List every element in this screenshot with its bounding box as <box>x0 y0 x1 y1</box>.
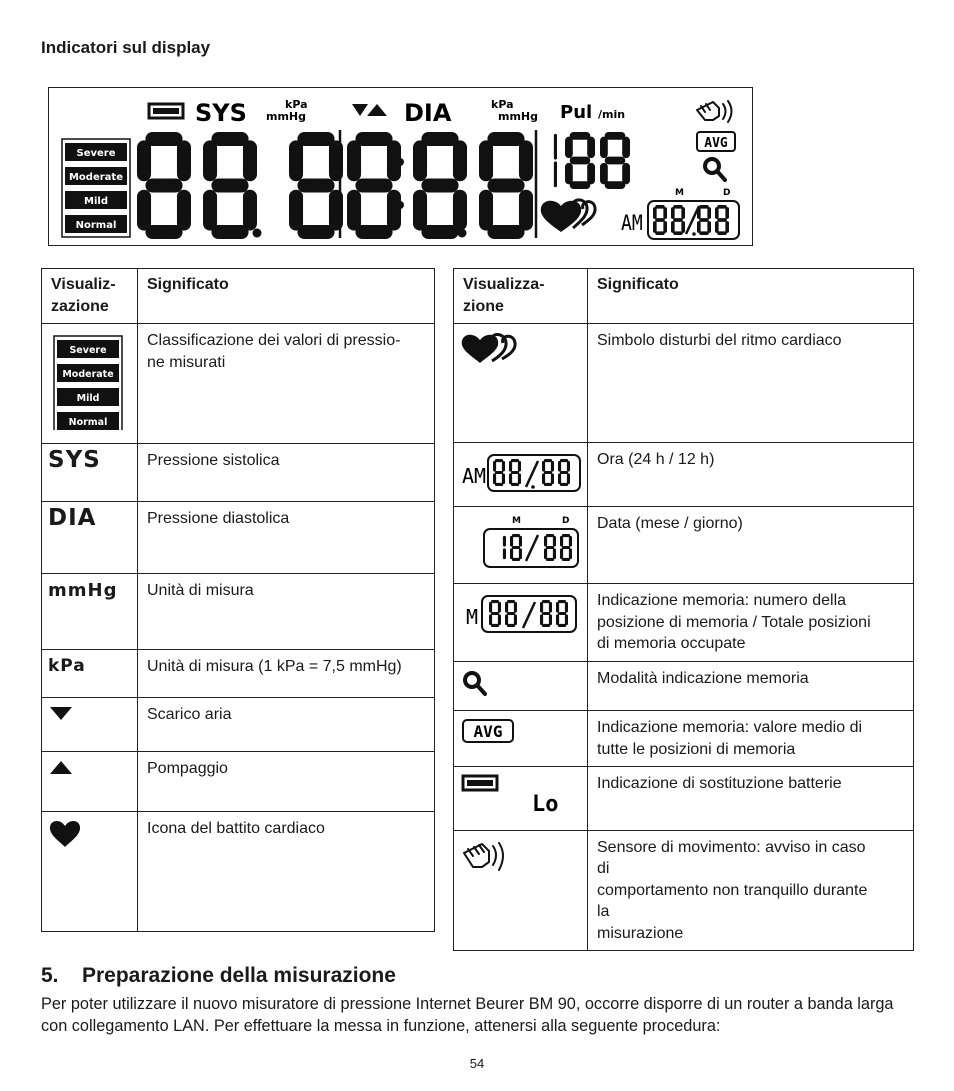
svg-text:M: M <box>466 605 479 629</box>
digit-segment <box>489 614 492 625</box>
lcd-sys-label: SYS <box>195 99 247 127</box>
digit-segment <box>560 535 563 546</box>
digit-segment <box>479 140 493 181</box>
digit-segment <box>622 137 630 158</box>
lcd-pul-label: Pul <box>560 102 593 123</box>
digit-segment <box>479 190 493 231</box>
digit-segment <box>542 473 545 484</box>
digit-segment <box>355 225 392 239</box>
digit-segment <box>498 602 501 613</box>
meaning-triangle-up: Pompaggio <box>138 751 435 811</box>
digit-segment <box>509 473 512 484</box>
lcd-display-illustration <box>48 87 753 246</box>
digit-segment <box>297 178 334 192</box>
digit-segment <box>491 612 499 615</box>
digit-segment <box>487 132 524 146</box>
meaning-arrhythmia: Simbolo disturbi del ritmo cardiaco <box>588 324 914 443</box>
digit-segment <box>549 602 552 613</box>
digit-segment <box>570 157 591 165</box>
digit-segment <box>715 221 719 233</box>
digit-segment <box>519 190 533 231</box>
meaning-avg: Indicazione memoria: valore medio di tutte le posizioni di memoria <box>588 711 914 767</box>
digit-segment <box>505 614 508 625</box>
digit-segment <box>145 225 182 239</box>
digit-segment <box>542 600 550 603</box>
memory-number-icon <box>460 590 582 636</box>
page-number: 54 <box>469 1056 485 1071</box>
digit-segment <box>329 140 343 181</box>
digit-segment <box>549 614 552 625</box>
digit-segment <box>145 132 182 146</box>
digit-segment <box>329 190 343 231</box>
display-indicators-heading: Indicatori sul display <box>41 38 211 57</box>
digit-segment <box>507 624 515 627</box>
meaning-time: Ora (24 h / 12 h) <box>588 443 914 507</box>
header-visualizzazione-right: Visualizza- zione <box>454 269 588 324</box>
digit-segment <box>489 602 492 613</box>
digit-segment <box>503 535 506 546</box>
digit-segment <box>707 207 711 219</box>
digit-segment <box>355 178 392 192</box>
digit-segment <box>551 473 554 484</box>
lcd-am-label: AM <box>621 210 643 236</box>
digit-segment <box>565 602 568 613</box>
digit-segment <box>715 207 719 219</box>
svg-text:Moderate: Moderate <box>62 369 114 380</box>
header-significato-right: Significato <box>588 269 914 324</box>
digit-segment <box>542 624 550 627</box>
avg-icon <box>460 717 516 745</box>
digit-segment <box>544 459 552 462</box>
digit-segment <box>553 535 556 546</box>
digit-segment <box>673 231 683 235</box>
digit-segment <box>510 548 513 559</box>
digit-segment <box>421 178 458 192</box>
digit-segment <box>544 483 552 486</box>
digit-segment <box>544 535 547 546</box>
digit-segment <box>562 534 570 537</box>
digit-segment <box>511 471 519 474</box>
digit-segment <box>553 548 556 559</box>
digit-segment <box>562 545 570 548</box>
digit-segment <box>495 471 503 474</box>
digit-segment <box>495 459 503 462</box>
digit-segment <box>203 190 217 231</box>
digit-segment <box>717 218 727 222</box>
lcd-kpa-label-sys: kPa <box>285 98 308 111</box>
battery-icon <box>460 773 570 817</box>
digit-segment <box>289 190 303 231</box>
digit-segment <box>177 140 191 181</box>
digit-segment <box>558 473 561 484</box>
lcd-avg-label: AVG <box>704 136 728 151</box>
lcd-date-m-label: M <box>675 188 684 198</box>
digit-segment <box>137 190 151 231</box>
grade-label-moderate: Moderate <box>68 172 124 183</box>
section-number: 5. <box>41 964 59 987</box>
meaning-triangle-down: Scarico aria <box>138 697 435 751</box>
svg-text:Normal: Normal <box>68 417 108 428</box>
digit-segment <box>413 190 427 231</box>
digit-segment <box>413 140 427 181</box>
meaning-date: Data (mese / giorno) <box>588 506 914 584</box>
svg-text:D: D <box>562 515 570 526</box>
digit-segment <box>540 614 543 625</box>
digit-segment <box>507 600 515 603</box>
digit-segment <box>297 225 334 239</box>
digit-segment <box>600 137 608 158</box>
digit-segment <box>697 207 701 219</box>
digit-segment <box>514 614 517 625</box>
digit-segment <box>546 557 554 560</box>
right-legend-table <box>453 268 914 951</box>
meaning-heart: Icona del battito cardiaco <box>138 811 435 931</box>
digit-segment <box>653 221 657 233</box>
digit-segment <box>518 473 521 484</box>
digit-segment <box>560 548 563 559</box>
section-title <box>41 964 396 988</box>
digit-segment <box>145 178 182 192</box>
svg-text:AVG: AVG <box>473 722 503 741</box>
meaning-battery: Indicazione di sostituzione batterie <box>588 767 914 831</box>
digit-segment <box>289 140 303 181</box>
heart-icon <box>48 818 82 848</box>
digit-segment <box>387 190 401 231</box>
meaning-classification: Classificazione dei valori di pressio- ne misurati <box>138 324 435 444</box>
digit-segment <box>355 132 392 146</box>
digit-segment <box>558 612 566 615</box>
section-title-text: Preparazione della misurazione <box>82 964 396 987</box>
svg-text:AM: AM <box>462 464 487 488</box>
digit-segment <box>671 221 675 233</box>
lcd-date-d-label: D <box>723 188 731 198</box>
digit-segment <box>554 161 557 187</box>
mmhg-symbol: mmHg <box>48 579 118 601</box>
digit-segment <box>725 221 729 233</box>
digit-segment <box>487 178 524 192</box>
digit-segment <box>211 132 248 146</box>
meaning-movement-sensor: Sensore di movimento: avviso in caso di comportamento non tranquillo durante la misurazione <box>588 830 914 951</box>
triangle-up-icon <box>48 758 74 776</box>
time-icon <box>460 449 582 493</box>
lcd-big-digits <box>137 132 533 239</box>
digit-segment <box>558 600 566 603</box>
meaning-mmhg: Unità di misura <box>138 573 435 649</box>
digit-segment <box>491 624 499 627</box>
digit-segment <box>551 461 554 472</box>
grade-label-severe: Severe <box>76 148 116 159</box>
digit-segment <box>505 602 508 613</box>
digit-segment <box>560 471 568 474</box>
grade-label-normal: Normal <box>75 220 117 231</box>
meaning-kpa: Unità di misura (1 kPa = 7,5 mmHg) <box>138 649 435 697</box>
digit-segment <box>519 535 522 546</box>
digit-segment <box>493 473 496 484</box>
digit-segment <box>565 163 573 184</box>
digit-segment <box>605 132 626 140</box>
digit-segment <box>243 190 257 231</box>
digit-segment <box>519 140 533 181</box>
lcd-kpa-label-dia: kPa <box>491 98 514 111</box>
svg-text:Severe: Severe <box>69 345 107 356</box>
digit-segment <box>587 137 595 158</box>
digit-segment <box>347 140 361 181</box>
section-paragraph: Per poter utilizzare il nuovo misuratore di pressione Internet Beurer BM 90, occorre disporre di un router a banda larga con collegamento LAN. Per effettuare la messa in funzione, attenersi alla seguente procedura: <box>41 995 894 1035</box>
digit-segment <box>556 614 559 625</box>
digit-segment <box>622 163 630 184</box>
lcd-mmhg-label-dia: mmHg <box>498 110 539 123</box>
digit-segment <box>177 190 191 231</box>
sys-symbol: SYS <box>48 446 101 473</box>
meaning-memory-number: Indicazione memoria: numero della posizione di memoria / Totale posizioni di memoria occupate <box>588 584 914 662</box>
grade-label-mild: Mild <box>84 196 108 207</box>
digit-segment <box>699 218 709 222</box>
digit-segment <box>491 600 499 603</box>
digit-segment <box>663 207 667 219</box>
digit-segment <box>697 221 701 233</box>
arrhythmia-icon <box>460 330 520 364</box>
meaning-dia: Pressione diastolica <box>138 501 435 573</box>
digit-segment <box>519 548 522 559</box>
digit-segment <box>560 459 568 462</box>
magnifier-icon <box>460 668 490 698</box>
digit-segment <box>297 132 334 146</box>
left-legend-table <box>41 268 435 932</box>
header-visualizzazione: Visualiz- zazione <box>42 269 138 324</box>
digit-segment <box>546 545 554 548</box>
digit-segment <box>540 602 543 613</box>
digit-segment <box>707 221 711 233</box>
svg-text:M: M <box>512 515 521 526</box>
digit-segment <box>509 461 512 472</box>
digit-segment <box>512 534 520 537</box>
date-icon <box>460 513 582 571</box>
digit-segment <box>512 545 520 548</box>
digit-segment <box>556 602 559 613</box>
digit-segment <box>560 483 568 486</box>
digit-segment <box>567 473 570 484</box>
digit-segment <box>511 459 519 462</box>
meaning-magnifier: Modalità indicazione memoria <box>588 661 914 711</box>
avg-icon <box>697 132 735 151</box>
kpa-symbol: kPa <box>48 655 86 676</box>
digit-segment <box>421 132 458 146</box>
digit-segment <box>663 221 667 233</box>
digit-segment <box>565 614 568 625</box>
battery-lo-label: Lo <box>532 792 559 817</box>
digit-segment <box>498 614 501 625</box>
digit-segment <box>567 461 570 472</box>
digit-segment <box>544 471 552 474</box>
classification-icon <box>48 330 126 430</box>
digit-segment <box>503 548 506 559</box>
digit-segment <box>502 461 505 472</box>
dia-symbol: DIA <box>48 504 97 531</box>
triangle-down-icon <box>48 704 74 722</box>
digit-segment <box>211 178 248 192</box>
digit-segment <box>510 535 513 546</box>
header-significato: Significato <box>138 269 435 324</box>
digit-segment <box>673 218 683 222</box>
digit-segment <box>502 473 505 484</box>
digit-segment <box>512 557 520 560</box>
digit-segment <box>605 157 626 165</box>
digit-segment <box>493 461 496 472</box>
digit-segment <box>717 231 727 235</box>
meaning-sys: Pressione sistolica <box>138 443 435 501</box>
digit-segment <box>203 140 217 181</box>
digit-segment <box>542 461 545 472</box>
digit-segment <box>569 548 572 559</box>
digit-segment <box>562 557 570 560</box>
digit-segment <box>681 221 685 233</box>
pump-release-triangles-icon <box>352 104 387 116</box>
grade-classification-stack <box>62 139 130 237</box>
digit-segment <box>569 535 572 546</box>
digit-segment <box>507 612 515 615</box>
digit-segment <box>558 461 561 472</box>
digit-segment <box>495 483 503 486</box>
digit-segment <box>699 205 709 209</box>
digit-segment <box>671 207 675 219</box>
lcd-per-min-label: /min <box>598 108 626 121</box>
digit-segment <box>137 140 151 181</box>
digit-segment <box>518 461 521 472</box>
digit-segment <box>570 181 591 189</box>
digit-segment <box>699 231 709 235</box>
digit-segment <box>243 140 257 181</box>
digit-segment <box>653 207 657 219</box>
movement-sensor-icon <box>697 101 732 122</box>
digit-segment <box>514 602 517 613</box>
digit-segment <box>655 205 665 209</box>
digit-segment <box>600 163 608 184</box>
digit-segment <box>717 205 727 209</box>
digit-segment <box>605 181 626 189</box>
digit-segment <box>487 225 524 239</box>
digit-segment <box>421 225 458 239</box>
digit-segment <box>673 205 683 209</box>
digit-segment <box>725 207 729 219</box>
digit-segment <box>565 137 573 158</box>
digit-segment <box>681 207 685 219</box>
digit-segment <box>211 225 248 239</box>
battery-icon <box>149 104 183 118</box>
digit-segment <box>511 483 519 486</box>
digit-segment <box>347 190 361 231</box>
svg-text:Mild: Mild <box>76 393 100 404</box>
digit-segment <box>453 140 467 181</box>
movement-sensor-icon <box>460 837 506 877</box>
digit-segment <box>546 534 554 537</box>
digit-segment <box>542 612 550 615</box>
digit-segment <box>554 134 557 160</box>
digit-segment <box>544 548 547 559</box>
arrhythmia-hearts-icon <box>541 200 595 232</box>
digit-segment <box>453 190 467 231</box>
digit-segment <box>570 132 591 140</box>
magnifier-icon <box>705 159 725 180</box>
lcd-mmhg-label-sys: mmHg <box>266 110 307 123</box>
digit-segment <box>655 218 665 222</box>
digit-segment <box>587 163 595 184</box>
digit-segment <box>558 624 566 627</box>
digit-segment <box>655 231 665 235</box>
lcd-dia-label: DIA <box>404 99 452 127</box>
